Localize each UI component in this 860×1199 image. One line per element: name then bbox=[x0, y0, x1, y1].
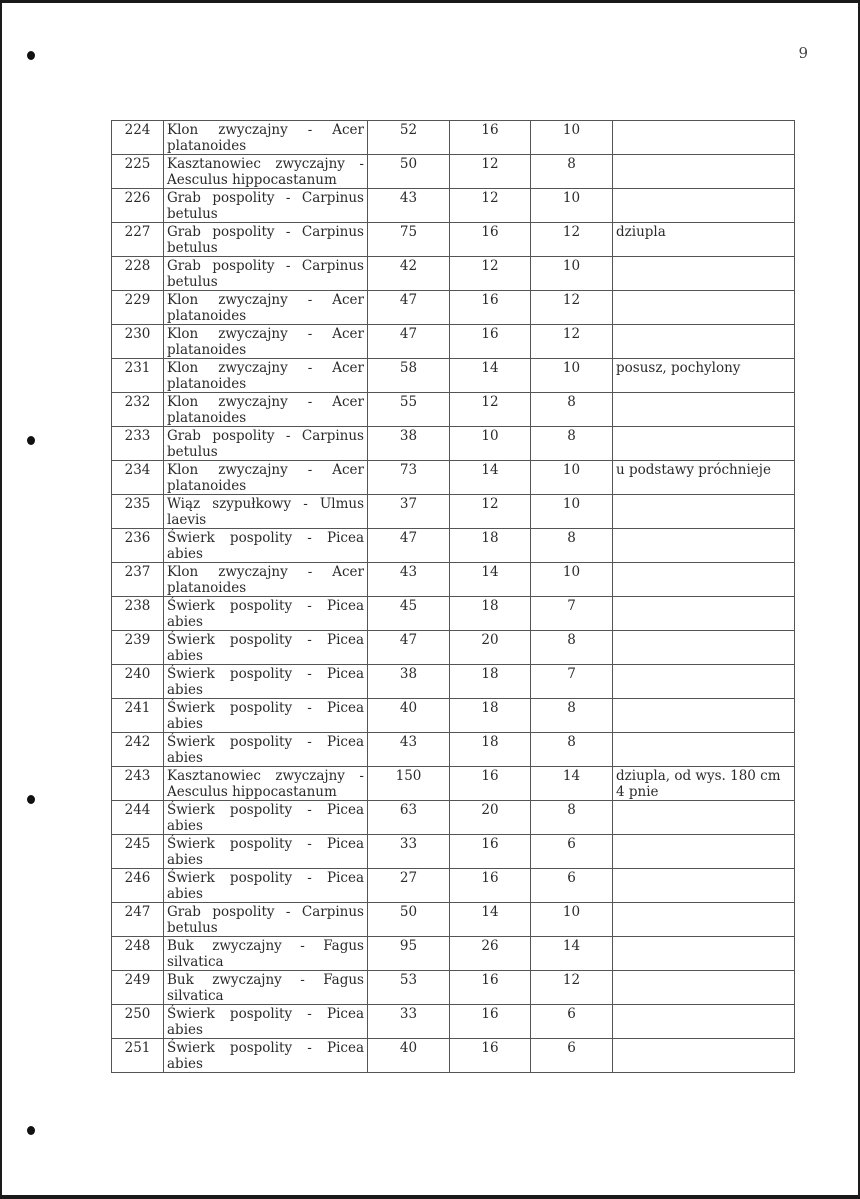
table-row bbox=[112, 801, 795, 835]
height-cell: 26 bbox=[450, 937, 531, 971]
height-cell: 16 bbox=[450, 121, 531, 155]
circumference-cell: 37 bbox=[368, 495, 450, 529]
species-name-cell bbox=[164, 937, 368, 971]
circumference-cell: 58 bbox=[368, 359, 450, 393]
height-cell: 16 bbox=[450, 291, 531, 325]
remarks-cell bbox=[613, 835, 795, 869]
species-name-line-1: Świerk pospolity - Picea bbox=[167, 700, 364, 716]
species-name-line-2: abies bbox=[167, 886, 203, 902]
tree-number-cell: 228 bbox=[112, 257, 164, 291]
tree-number-cell: 231 bbox=[112, 359, 164, 393]
height-cell: 16 bbox=[450, 835, 531, 869]
remarks-cell: dziupla bbox=[613, 223, 795, 257]
crown-cell: 10 bbox=[531, 461, 613, 495]
circumference-cell: 73 bbox=[368, 461, 450, 495]
table-row bbox=[112, 461, 795, 495]
height-cell: 14 bbox=[450, 461, 531, 495]
circumference-cell: 50 bbox=[368, 903, 450, 937]
species-name-line-1: Świerk pospolity - Picea bbox=[167, 1040, 364, 1056]
table-row bbox=[112, 665, 795, 699]
remarks-cell bbox=[613, 733, 795, 767]
remarks-cell bbox=[613, 699, 795, 733]
species-name-line-1: Grab pospolity - Carpinus bbox=[167, 224, 364, 240]
species-name-cell bbox=[164, 869, 368, 903]
species-name-line-1: Świerk pospolity - Picea bbox=[167, 802, 364, 818]
tree-number-cell: 236 bbox=[112, 529, 164, 563]
tree-number-cell: 233 bbox=[112, 427, 164, 461]
crown-cell: 10 bbox=[531, 903, 613, 937]
crown-cell: 8 bbox=[531, 801, 613, 835]
height-cell: 18 bbox=[450, 665, 531, 699]
species-name-line-2: abies bbox=[167, 1022, 203, 1038]
species-name-line-2: betulus bbox=[167, 240, 218, 256]
crown-cell: 10 bbox=[531, 563, 613, 597]
circumference-cell: 38 bbox=[368, 665, 450, 699]
tree-number-cell: 240 bbox=[112, 665, 164, 699]
remarks-cell bbox=[613, 291, 795, 325]
crown-cell: 10 bbox=[531, 189, 613, 223]
remarks-cell bbox=[613, 631, 795, 665]
species-name-line-2: betulus bbox=[167, 206, 218, 222]
crown-cell: 14 bbox=[531, 937, 613, 971]
species-name-cell bbox=[164, 767, 368, 801]
circumference-cell: 45 bbox=[368, 597, 450, 631]
remarks-cell bbox=[613, 1039, 795, 1073]
circumference-cell: 40 bbox=[368, 1039, 450, 1073]
species-name-line-2: abies bbox=[167, 750, 203, 766]
tree-number-cell: 229 bbox=[112, 291, 164, 325]
tree-number-cell: 234 bbox=[112, 461, 164, 495]
crown-cell: 7 bbox=[531, 665, 613, 699]
height-cell: 18 bbox=[450, 529, 531, 563]
table-row bbox=[112, 155, 795, 189]
tree-inventory-table bbox=[111, 120, 795, 1073]
species-name-cell bbox=[164, 529, 368, 563]
height-cell: 12 bbox=[450, 393, 531, 427]
height-cell: 16 bbox=[450, 325, 531, 359]
species-name-line-2: abies bbox=[167, 852, 203, 868]
circumference-cell: 27 bbox=[368, 869, 450, 903]
table-row bbox=[112, 1005, 795, 1039]
tree-number-cell: 227 bbox=[112, 223, 164, 257]
height-cell: 14 bbox=[450, 903, 531, 937]
crown-cell: 8 bbox=[531, 427, 613, 461]
remarks-cell bbox=[613, 563, 795, 597]
height-cell: 12 bbox=[450, 257, 531, 291]
species-name-line-1: Kasztanowiec zwyczajny - bbox=[167, 156, 364, 172]
crown-cell: 10 bbox=[531, 121, 613, 155]
species-name-cell bbox=[164, 495, 368, 529]
crown-cell: 6 bbox=[531, 869, 613, 903]
remarks-cell bbox=[613, 801, 795, 835]
height-cell: 12 bbox=[450, 189, 531, 223]
table-row bbox=[112, 495, 795, 529]
species-name-line-1: Wiąz szypułkowy - Ulmus bbox=[167, 496, 364, 512]
height-cell: 20 bbox=[450, 801, 531, 835]
remarks-cell: dziupla, od wys. 180 cm 4 pnie bbox=[613, 767, 795, 801]
species-name-line-1: Grab pospolity - Carpinus bbox=[167, 190, 364, 206]
circumference-cell: 33 bbox=[368, 835, 450, 869]
table-row bbox=[112, 1039, 795, 1073]
table-body bbox=[112, 121, 795, 1073]
species-name-line-1: Kasztanowiec zwyczajny - bbox=[167, 768, 364, 784]
circumference-cell: 38 bbox=[368, 427, 450, 461]
scan-border-left bbox=[0, 0, 2, 1199]
species-name-line-1: Świerk pospolity - Picea bbox=[167, 530, 364, 546]
species-name-cell bbox=[164, 257, 368, 291]
remarks-cell bbox=[613, 325, 795, 359]
species-name-line-1: Klon zwyczajny - Acer bbox=[167, 292, 364, 308]
height-cell: 20 bbox=[450, 631, 531, 665]
species-name-line-2: platanoides bbox=[167, 138, 247, 154]
tree-number-cell: 251 bbox=[112, 1039, 164, 1073]
table-row bbox=[112, 189, 795, 223]
table-row bbox=[112, 121, 795, 155]
tree-number-cell: 242 bbox=[112, 733, 164, 767]
height-cell: 16 bbox=[450, 1039, 531, 1073]
height-cell: 18 bbox=[450, 597, 531, 631]
tree-number-cell: 239 bbox=[112, 631, 164, 665]
remarks-cell bbox=[613, 393, 795, 427]
species-name-line-1: Klon zwyczajny - Acer bbox=[167, 462, 364, 478]
table-row bbox=[112, 291, 795, 325]
circumference-cell: 40 bbox=[368, 699, 450, 733]
table-row bbox=[112, 767, 795, 801]
species-name-line-2: betulus bbox=[167, 274, 218, 290]
species-name-line-1: Grab pospolity - Carpinus bbox=[167, 904, 364, 920]
species-name-line-1: Grab pospolity - Carpinus bbox=[167, 428, 364, 444]
table-row bbox=[112, 971, 795, 1005]
crown-cell: 6 bbox=[531, 835, 613, 869]
circumference-cell: 53 bbox=[368, 971, 450, 1005]
species-name-line-1: Klon zwyczajny - Acer bbox=[167, 122, 364, 138]
crown-cell: 8 bbox=[531, 155, 613, 189]
species-name-line-1: Klon zwyczajny - Acer bbox=[167, 394, 364, 410]
species-name-line-2: platanoides bbox=[167, 308, 247, 324]
remarks-cell bbox=[613, 937, 795, 971]
species-name-line-2: laevis bbox=[167, 512, 207, 528]
tree-number-cell: 247 bbox=[112, 903, 164, 937]
tree-number-cell: 245 bbox=[112, 835, 164, 869]
table-row bbox=[112, 869, 795, 903]
height-cell: 18 bbox=[450, 733, 531, 767]
species-name-cell bbox=[164, 325, 368, 359]
circumference-cell: 47 bbox=[368, 529, 450, 563]
circumference-cell: 42 bbox=[368, 257, 450, 291]
remarks-cell: posusz, pochylony bbox=[613, 359, 795, 393]
species-name-cell bbox=[164, 903, 368, 937]
tree-number-cell: 225 bbox=[112, 155, 164, 189]
circumference-cell: 50 bbox=[368, 155, 450, 189]
table-row bbox=[112, 427, 795, 461]
table-row bbox=[112, 597, 795, 631]
crown-cell: 8 bbox=[531, 631, 613, 665]
species-name-cell bbox=[164, 393, 368, 427]
species-name-line-2: Aesculus hippocastanum bbox=[167, 784, 337, 800]
height-cell: 16 bbox=[450, 869, 531, 903]
remarks-cell bbox=[613, 529, 795, 563]
species-name-line-2: abies bbox=[167, 546, 203, 562]
tree-number-cell: 224 bbox=[112, 121, 164, 155]
remarks-cell bbox=[613, 427, 795, 461]
circumference-cell: 55 bbox=[368, 393, 450, 427]
table-row bbox=[112, 563, 795, 597]
circumference-cell: 63 bbox=[368, 801, 450, 835]
table-row bbox=[112, 529, 795, 563]
crown-cell: 8 bbox=[531, 733, 613, 767]
species-name-line-1: Świerk pospolity - Picea bbox=[167, 836, 364, 852]
page-number: 9 bbox=[798, 44, 808, 62]
species-name-line-1: Świerk pospolity - Picea bbox=[167, 666, 364, 682]
remarks-cell bbox=[613, 189, 795, 223]
crown-cell: 12 bbox=[531, 223, 613, 257]
species-name-cell bbox=[164, 1039, 368, 1073]
circumference-cell: 150 bbox=[368, 767, 450, 801]
species-name-line-2: platanoides bbox=[167, 342, 247, 358]
remarks-cell bbox=[613, 495, 795, 529]
species-name-cell bbox=[164, 155, 368, 189]
species-name-cell bbox=[164, 121, 368, 155]
height-cell: 16 bbox=[450, 767, 531, 801]
circumference-cell: 47 bbox=[368, 325, 450, 359]
species-name-cell bbox=[164, 631, 368, 665]
crown-cell: 8 bbox=[531, 393, 613, 427]
species-name-cell bbox=[164, 223, 368, 257]
species-name-cell bbox=[164, 1005, 368, 1039]
species-name-line-2: platanoides bbox=[167, 478, 247, 494]
remarks-cell bbox=[613, 869, 795, 903]
crown-cell: 14 bbox=[531, 767, 613, 801]
height-cell: 14 bbox=[450, 563, 531, 597]
tree-number-cell: 250 bbox=[112, 1005, 164, 1039]
punch-hole-mark bbox=[27, 795, 35, 804]
species-name-line-1: Świerk pospolity - Picea bbox=[167, 734, 364, 750]
species-name-cell bbox=[164, 665, 368, 699]
height-cell: 10 bbox=[450, 427, 531, 461]
tree-number-cell: 248 bbox=[112, 937, 164, 971]
species-name-cell bbox=[164, 597, 368, 631]
table-row bbox=[112, 937, 795, 971]
punch-hole-mark bbox=[27, 51, 35, 60]
species-name-line-1: Buk zwyczajny - Fagus bbox=[167, 938, 364, 954]
crown-cell: 7 bbox=[531, 597, 613, 631]
species-name-line-2: abies bbox=[167, 648, 203, 664]
height-cell: 14 bbox=[450, 359, 531, 393]
species-name-line-1: Świerk pospolity - Picea bbox=[167, 632, 364, 648]
species-name-line-2: platanoides bbox=[167, 376, 247, 392]
circumference-cell: 33 bbox=[368, 1005, 450, 1039]
species-name-line-1: Świerk pospolity - Picea bbox=[167, 598, 364, 614]
crown-cell: 10 bbox=[531, 495, 613, 529]
remarks-cell bbox=[613, 597, 795, 631]
circumference-cell: 43 bbox=[368, 733, 450, 767]
circumference-cell: 47 bbox=[368, 291, 450, 325]
table-row bbox=[112, 835, 795, 869]
tree-number-cell: 238 bbox=[112, 597, 164, 631]
species-name-line-2: abies bbox=[167, 818, 203, 834]
species-name-line-2: platanoides bbox=[167, 410, 247, 426]
table-row bbox=[112, 733, 795, 767]
table-row bbox=[112, 257, 795, 291]
tree-number-cell: 246 bbox=[112, 869, 164, 903]
species-name-line-2: abies bbox=[167, 716, 203, 732]
species-name-line-1: Grab pospolity - Carpinus bbox=[167, 258, 364, 274]
scan-border-top bbox=[0, 0, 860, 3]
crown-cell: 10 bbox=[531, 359, 613, 393]
height-cell: 12 bbox=[450, 495, 531, 529]
species-name-line-2: silvatica bbox=[167, 954, 224, 970]
remarks-cell bbox=[613, 155, 795, 189]
species-name-line-2: betulus bbox=[167, 444, 218, 460]
circumference-cell: 52 bbox=[368, 121, 450, 155]
crown-cell: 12 bbox=[531, 291, 613, 325]
table-row bbox=[112, 903, 795, 937]
circumference-cell: 47 bbox=[368, 631, 450, 665]
height-cell: 16 bbox=[450, 971, 531, 1005]
remarks-cell bbox=[613, 257, 795, 291]
tree-number-cell: 235 bbox=[112, 495, 164, 529]
species-name-cell bbox=[164, 189, 368, 223]
table-row bbox=[112, 393, 795, 427]
species-name-cell bbox=[164, 359, 368, 393]
species-name-line-2: silvatica bbox=[167, 988, 224, 1004]
species-name-cell bbox=[164, 801, 368, 835]
circumference-cell: 43 bbox=[368, 189, 450, 223]
height-cell: 12 bbox=[450, 155, 531, 189]
species-name-cell bbox=[164, 291, 368, 325]
tree-number-cell: 241 bbox=[112, 699, 164, 733]
tree-number-cell: 237 bbox=[112, 563, 164, 597]
scan-border-bottom bbox=[0, 1195, 860, 1199]
circumference-cell: 95 bbox=[368, 937, 450, 971]
crown-cell: 6 bbox=[531, 1039, 613, 1073]
crown-cell: 10 bbox=[531, 257, 613, 291]
table-row bbox=[112, 223, 795, 257]
circumference-cell: 75 bbox=[368, 223, 450, 257]
tree-number-cell: 226 bbox=[112, 189, 164, 223]
species-name-cell bbox=[164, 699, 368, 733]
crown-cell: 6 bbox=[531, 1005, 613, 1039]
species-name-line-2: platanoides bbox=[167, 580, 247, 596]
table-row bbox=[112, 325, 795, 359]
species-name-line-2: abies bbox=[167, 1056, 203, 1072]
table-row bbox=[112, 359, 795, 393]
species-name-cell bbox=[164, 733, 368, 767]
remarks-cell bbox=[613, 665, 795, 699]
crown-cell: 12 bbox=[531, 971, 613, 1005]
species-name-line-1: Klon zwyczajny - Acer bbox=[167, 326, 364, 342]
species-name-cell bbox=[164, 461, 368, 495]
remarks-cell: u podstawy próchnieje bbox=[613, 461, 795, 495]
species-name-cell bbox=[164, 971, 368, 1005]
tree-number-cell: 249 bbox=[112, 971, 164, 1005]
species-name-line-2: betulus bbox=[167, 920, 218, 936]
species-name-cell bbox=[164, 427, 368, 461]
punch-hole-mark bbox=[27, 1126, 35, 1135]
height-cell: 16 bbox=[450, 223, 531, 257]
circumference-cell: 43 bbox=[368, 563, 450, 597]
species-name-line-2: abies bbox=[167, 614, 203, 630]
species-name-line-2: Aesculus hippocastanum bbox=[167, 172, 337, 188]
tree-number-cell: 243 bbox=[112, 767, 164, 801]
crown-cell: 8 bbox=[531, 529, 613, 563]
tree-number-cell: 230 bbox=[112, 325, 164, 359]
tree-number-cell: 244 bbox=[112, 801, 164, 835]
tree-number-cell: 232 bbox=[112, 393, 164, 427]
remarks-cell bbox=[613, 121, 795, 155]
species-name-line-1: Świerk pospolity - Picea bbox=[167, 1006, 364, 1022]
remarks-cell bbox=[613, 1005, 795, 1039]
crown-cell: 12 bbox=[531, 325, 613, 359]
table-row bbox=[112, 699, 795, 733]
species-name-cell bbox=[164, 835, 368, 869]
remarks-cell bbox=[613, 903, 795, 937]
crown-cell: 8 bbox=[531, 699, 613, 733]
height-cell: 18 bbox=[450, 699, 531, 733]
height-cell: 16 bbox=[450, 1005, 531, 1039]
species-name-line-2: abies bbox=[167, 682, 203, 698]
species-name-line-1: Klon zwyczajny - Acer bbox=[167, 564, 364, 580]
species-name-line-1: Buk zwyczajny - Fagus bbox=[167, 972, 364, 988]
species-name-cell bbox=[164, 563, 368, 597]
species-name-line-1: Świerk pospolity - Picea bbox=[167, 870, 364, 886]
species-name-line-1: Klon zwyczajny - Acer bbox=[167, 360, 364, 376]
table-row bbox=[112, 631, 795, 665]
remarks-cell bbox=[613, 971, 795, 1005]
punch-hole-mark bbox=[27, 436, 35, 445]
